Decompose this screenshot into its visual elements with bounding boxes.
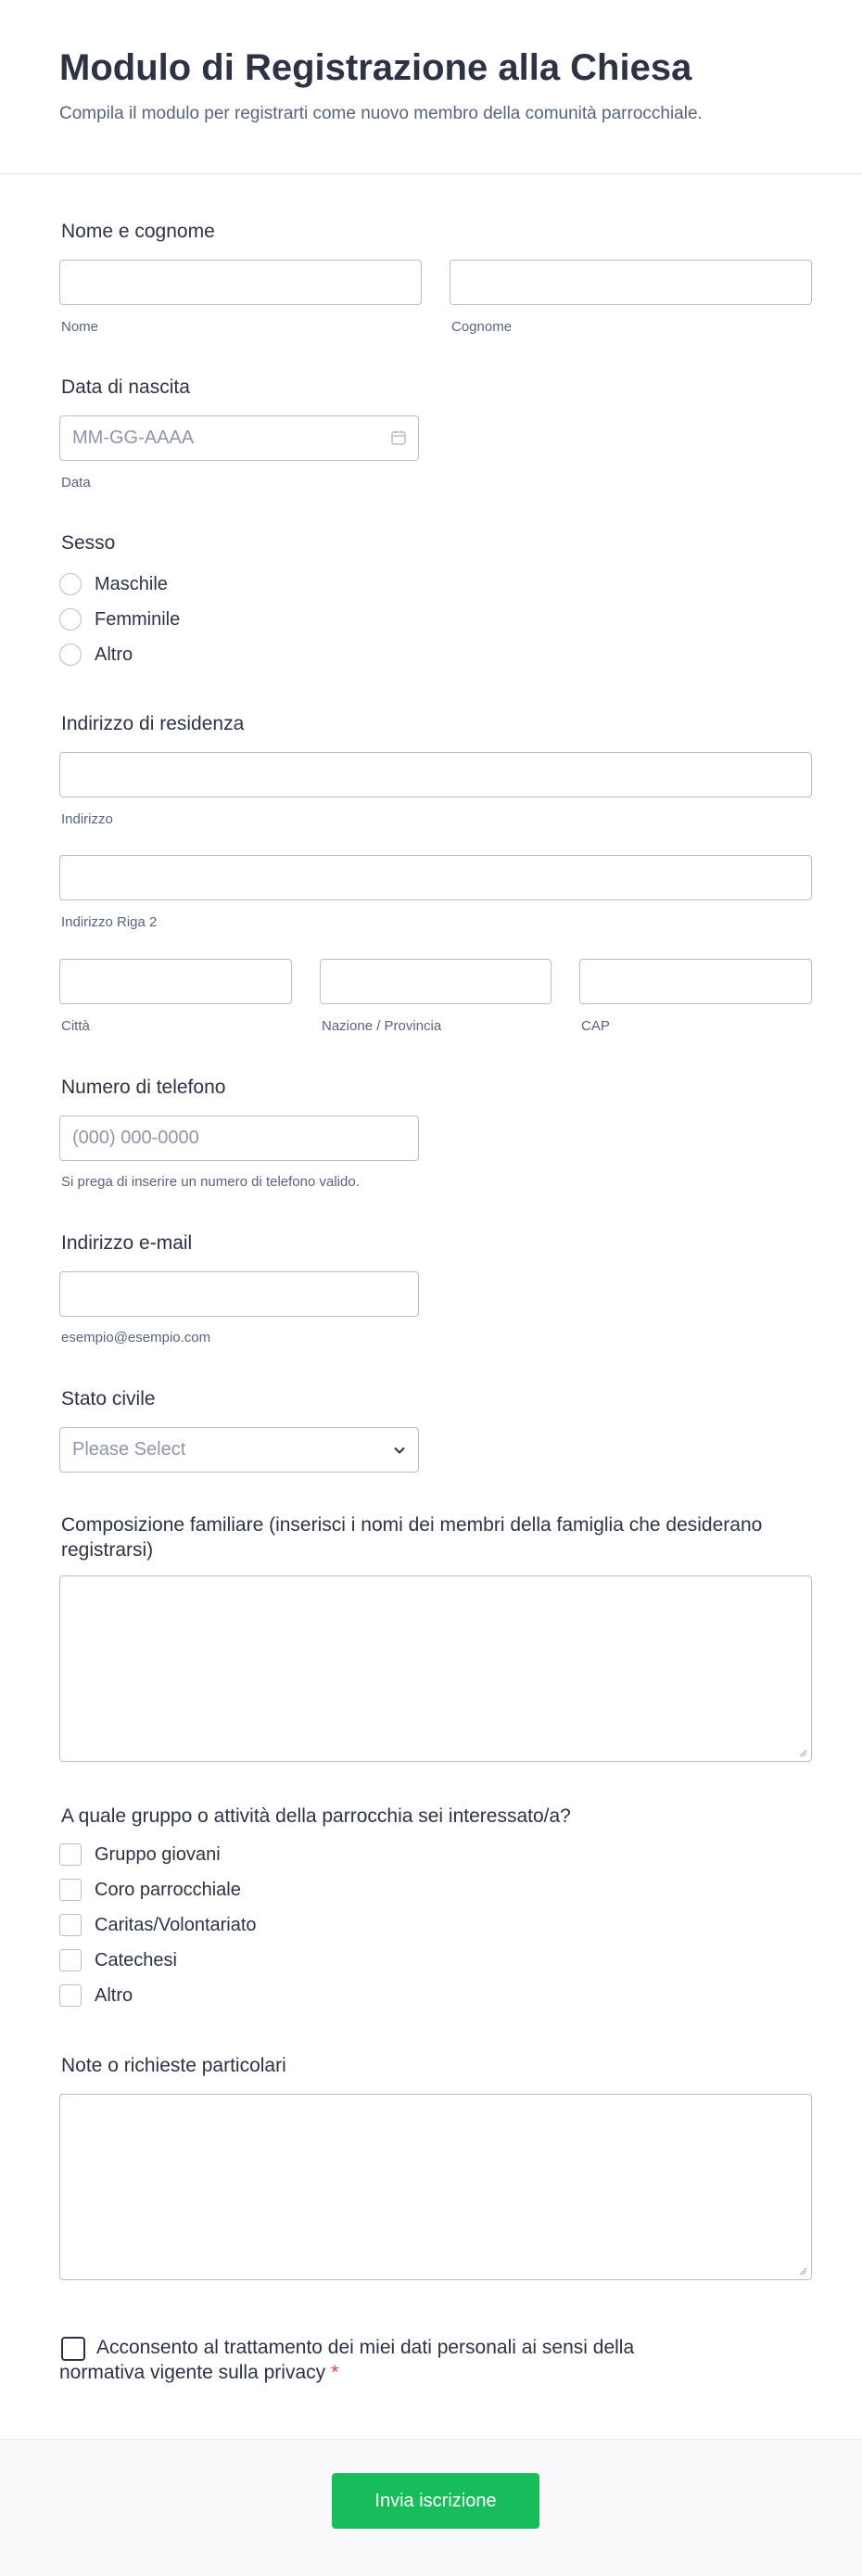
group-option-catechesi[interactable]: Catechesi bbox=[59, 1948, 177, 1972]
name-label: Nome e cognome bbox=[61, 221, 215, 242]
email-label: Indirizzo e-mail bbox=[61, 1232, 193, 1254]
radio-button[interactable] bbox=[59, 573, 82, 595]
chevron-down-icon bbox=[392, 1443, 407, 1458]
last-name-sublabel: Cognome bbox=[451, 319, 513, 335]
phone-label: Numero di telefono bbox=[61, 1077, 226, 1098]
city-sublabel: Città bbox=[61, 1018, 90, 1034]
first-name-sublabel: Nome bbox=[61, 319, 99, 335]
checkbox[interactable] bbox=[59, 1949, 82, 1971]
checkbox[interactable] bbox=[59, 1843, 82, 1866]
form-header bbox=[0, 0, 862, 174]
submit-button[interactable]: Invia iscrizione bbox=[332, 2473, 539, 2529]
checkbox[interactable] bbox=[59, 1984, 82, 2007]
gender-option-femminile[interactable]: Femminile bbox=[59, 607, 180, 631]
address-label: Indirizzo di residenza bbox=[61, 713, 245, 734]
state-sublabel: Nazione / Provincia bbox=[322, 1018, 442, 1034]
state-input[interactable] bbox=[320, 959, 551, 1004]
gender-label: Sesso bbox=[61, 532, 116, 554]
marital-status-select[interactable] bbox=[59, 1427, 419, 1473]
family-composition-label: Composizione familiare (inserisci i nomi dei membri della famiglia che desiderano registrarsi) bbox=[61, 1514, 763, 1562]
address-line2-sublabel: Indirizzo Riga 2 bbox=[61, 914, 158, 930]
group-option-giovani[interactable]: Gruppo giovani bbox=[59, 1843, 221, 1867]
group-option-coro[interactable]: Coro parrocchiale bbox=[59, 1878, 241, 1902]
zip-input[interactable] bbox=[579, 959, 812, 1004]
radio-button[interactable] bbox=[59, 608, 82, 631]
phone-input[interactable] bbox=[59, 1116, 419, 1161]
group-option-caritas[interactable]: Caritas/Volontariato bbox=[59, 1913, 257, 1937]
marital-status-value: Please Select bbox=[72, 1439, 186, 1460]
family-composition-textarea[interactable] bbox=[59, 1575, 812, 1762]
notes-label: Note o richieste particolari bbox=[61, 2055, 286, 2076]
page-subtitle: Compila il modulo per registrarti come nuovo membro della comunità parrocchiale. bbox=[59, 104, 703, 123]
zip-sublabel: CAP bbox=[581, 1018, 610, 1034]
marital-status-label: Stato civile bbox=[61, 1388, 156, 1409]
gender-option-altro[interactable]: Altro bbox=[59, 643, 133, 667]
privacy-consent-checkbox[interactable] bbox=[61, 2337, 85, 2361]
birth-date-placeholder: MM-GG-AAAA bbox=[72, 427, 195, 448]
email-sublabel: esempio@esempio.com bbox=[61, 1330, 211, 1345]
last-name-input[interactable] bbox=[450, 260, 812, 305]
phone-placeholder: (000) 000-0000 bbox=[72, 1128, 199, 1148]
group-option-altro[interactable]: Altro bbox=[59, 1983, 133, 2008]
birth-date-input[interactable] bbox=[59, 415, 419, 461]
birth-date-sublabel: Data bbox=[61, 475, 91, 491]
city-input[interactable] bbox=[59, 959, 292, 1004]
privacy-consent-label: Acconsento al trattamento dei miei dati personali ai sensi della normativa vigente sulla privacy * bbox=[59, 2337, 635, 2384]
gender-option-maschile[interactable]: Maschile bbox=[59, 572, 168, 596]
notes-textarea[interactable] bbox=[59, 2094, 812, 2280]
address-line2-input[interactable] bbox=[59, 855, 812, 900]
address-line1-sublabel: Indirizzo bbox=[61, 811, 113, 827]
first-name-input[interactable] bbox=[59, 260, 422, 305]
email-input[interactable] bbox=[59, 1271, 419, 1317]
resize-grip-icon[interactable] bbox=[798, 1748, 807, 1757]
birth-date-label: Data di nascita bbox=[61, 376, 190, 398]
checkbox[interactable] bbox=[59, 1914, 82, 1936]
radio-button[interactable] bbox=[59, 644, 82, 666]
calendar-icon[interactable] bbox=[390, 429, 407, 446]
phone-sublabel: Si prega di inserire un numero di telefono valido. bbox=[61, 1174, 360, 1190]
resize-grip-icon[interactable] bbox=[798, 2266, 807, 2276]
required-asterisk: * bbox=[331, 2362, 339, 2384]
checkbox[interactable] bbox=[59, 1879, 82, 1901]
address-line1-input[interactable] bbox=[59, 752, 812, 797]
page-title: Modulo di Registrazione alla Chiesa bbox=[59, 47, 692, 88]
groups-label: A quale gruppo o attività della parrocchia sei interessato/a? bbox=[61, 1805, 571, 1827]
